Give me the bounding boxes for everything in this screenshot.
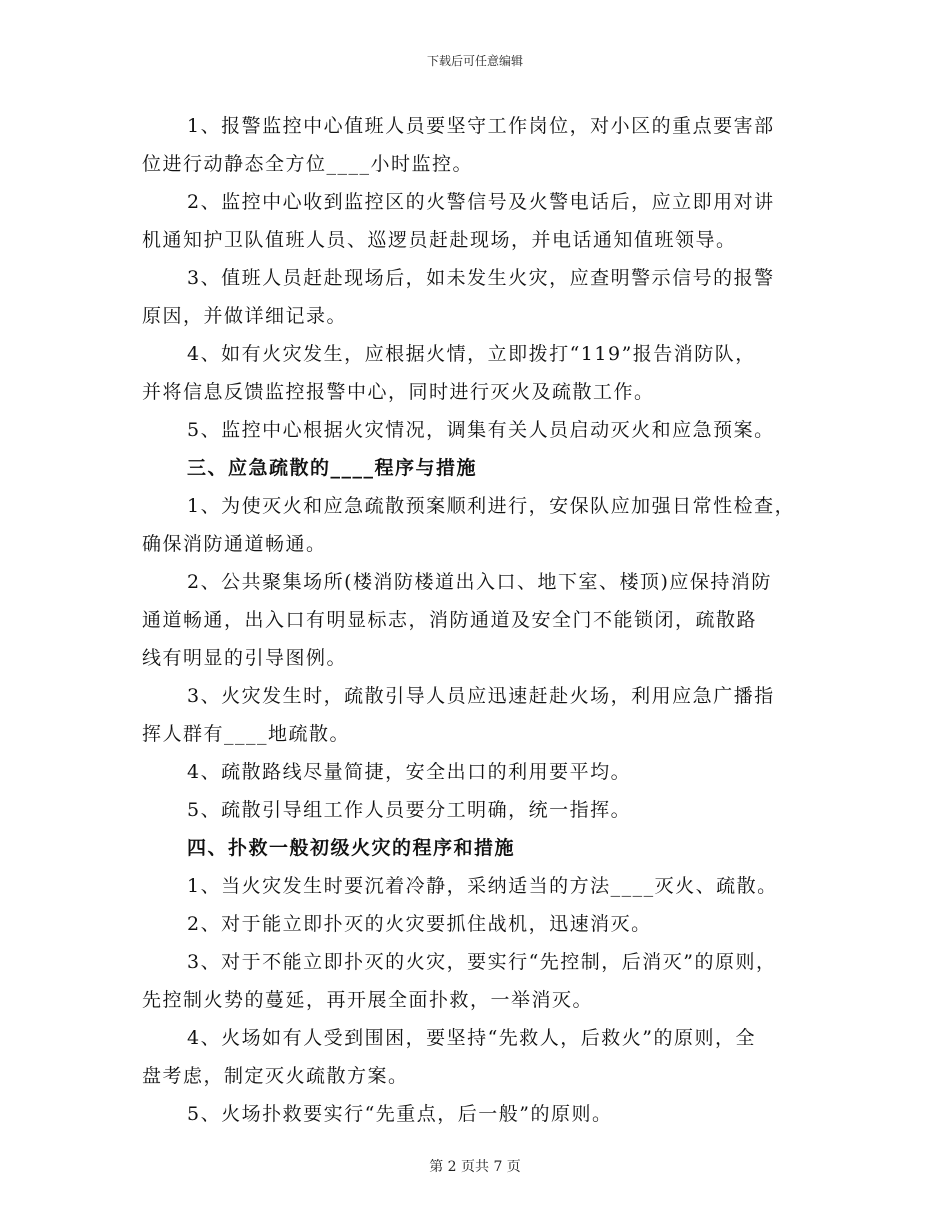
page-footer: 第 2 页共 7 页 [429,1159,521,1175]
paragraph-line: 位进行动静态全方位____小时监控。 [142,153,474,175]
paragraph-line: 1、当火灾发生时要沉着冷静，采纳适当的方法____灭火、疏散。 [187,875,778,897]
paragraph-line: 线有明显的引导图例。 [142,647,348,669]
paragraph-line: 原因，并做详细记录。 [142,305,348,327]
paragraph-line: 2、对于能立即扑灭的火灾要抓住战机，迅速消灭。 [187,913,652,935]
paragraph-line: 2、公共聚集场所(楼消防楼道出入口、地下室、楼顶)应保持消防 [187,571,772,593]
paragraph-line: 通道畅通，出入口有明显标志，消防通道及安全门不能锁闭，疏散路 [142,609,758,631]
paragraph-line: 先控制火势的蔓延，再开展全面扑救，一举消灭。 [142,989,594,1011]
paragraph-line: 并将信息反馈监控报警中心，同时进行灭火及疏散工作。 [142,381,655,403]
paragraph-line: 3、对于不能立即扑灭的火灾，要实行“先控制，后消灭”的原则， [187,951,777,973]
paragraph-line: 5、疏散引导组工作人员要分工明确，统一指挥。 [187,799,632,821]
paragraph-line: 挥人群有____地疏散。 [142,723,351,745]
document-body [142,107,812,1133]
paragraph-line: 4、火场如有人受到围困，要坚持“先救人，后救火”的原则，全 [187,1027,757,1049]
paragraph-line: 3、值班人员赶赴现场后，如未发生火灾，应查明警示信号的报警 [187,267,775,289]
paragraph-line: 1、报警监控中心值班人员要坚守工作岗位，对小区的重点要害部 [187,115,775,137]
section-heading: 四、扑救一般初级火灾的程序和措施 [187,837,516,859]
paragraph-line: 确保消防通道畅通。 [142,533,327,555]
paragraph-line: 3、火灾发生时，疏散引导人员应迅速赶赴火场，利用应急广播指 [187,685,775,707]
paragraph-line: 4、疏散路线尽量简捷，安全出口的利用要平均。 [187,761,632,783]
paragraph-line: 机通知护卫队值班人员、巡逻员赶赴现场，并电话通知值班领导。 [142,229,737,251]
paragraph-line: 2、监控中心收到监控区的火警信号及火警电话后，应立即用对讲 [187,191,775,213]
paragraph-line: 5、监控中心根据火灾情况，调集有关人员启动灭火和应急预案。 [187,419,775,441]
paragraph-line: 5、火场扑救要实行“先重点，后一般”的原则。 [187,1103,613,1125]
page-header: 下载后可任意编辑 [426,54,523,68]
paragraph-line: 4、如有火灾发生，应根据火情，立即拨打“119”报告消防队， [187,343,756,365]
section-heading: 三、应急疏散的____程序与措施 [187,457,478,479]
paragraph-line: 1、为使灭火和应急疏散预案顺利进行，安保队应加强日常性检查， [187,495,796,517]
paragraph-line: 盘考虑，制定灭火疏散方案。 [142,1065,409,1087]
